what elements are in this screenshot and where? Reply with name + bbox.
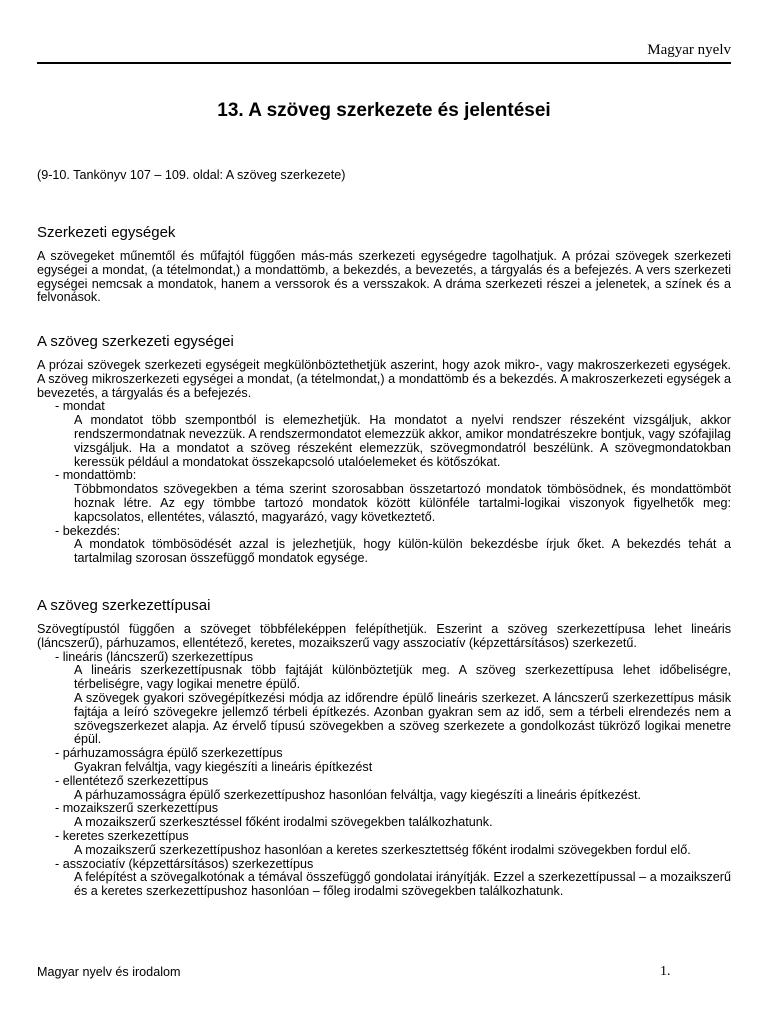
list-item-label: - bekezdés: (55, 523, 121, 538)
list-item-label: - mondat (55, 399, 105, 414)
section-1-paragraph: A szövegeket műnemtől és műfajtól függően más-más szerkezeti egységedre tagolhatjuk. A prózai szövegek szerkezeti egységei a mondat, (a tételmondat,) a mondattömb, a bekezdés, a bevezetés, a tárgyalás és a befejezés. A vers szerkezeti egységei nemcsak a mondatok, hanem a verssorok és a versszakok. A dráma szerkezeti részei a jelenetek, a színek és a felvonások. (37, 249, 731, 305)
list-item-text: A mozaikszerű szerkezettípushoz hasonlóan a keretes szerkesztettség főként irodalmi szövegekben fordul elő. (74, 842, 691, 857)
list-item-text: A mozaikszerű szerkesztéssel főként irodalmi szövegekben találkozhatunk. (74, 815, 493, 830)
list-item-label: - mozaikszerű szerkezettípus (55, 801, 219, 816)
list-item-label: - lineáris (láncszerű) szerkezettípus (55, 649, 254, 664)
section-2-paragraph: A prózai szövegek szerkezeti egységeit megkülönböztethetjük aszerint, hogy azok mikro-, vagy makroszerkezeti egységek. A szöveg mikroszerkezeti egységei a mondat, (a tételmondat,) a mondattömb és a bekezdés. A makroszerkezeti egységek a bevezetés, a tárgyalás és a befejezés. (37, 358, 731, 400)
list-item-text: Gyakran felváltja, vagy kiegészíti a lineáris építkezést (74, 759, 373, 774)
section-heading-2: A szöveg szerkezeti egységei (37, 333, 234, 350)
section-3-paragraph: Szövegtípustól függően a szöveget többféleképpen felépíthetjük. Eszerint a szöveg szerkezettípusa lehet lineáris (láncszerű), párhuzamos, ellentétező, keretes, mozaikszerű vagy asszociatív (képzettársításos) szerkezetű. (37, 622, 731, 650)
list-item-text: A lineáris szerkezettípusnak több fajtáját különböztetjük meg. A szöveg szerkezettípusa lehet időbeliségre, térbeliségre, vagy logikai menetre épülő. (74, 663, 731, 692)
page-number: 1. (660, 964, 671, 979)
document-title: 13. A szöveg szerkezete és jelentései (217, 100, 551, 121)
list-item-text: A mondatok tömbösödését azzal is jelezhetjük, hogy külön-külön bekezdésbe írjuk őket. A bekezdés tehát a tartalmilag szorosan összefüggő mondatok egysége. (74, 537, 731, 566)
list-item-text: A felépítést a szövegalkotónak a témával összefüggő gondolatai irányítják. Ezzel a szerkezettípussal – a mozaikszerű és a keretes szerkezettípushoz hasonlóan – főleg irodalmi szövegekben találkozhatunk. (74, 870, 731, 899)
list-item-text: A mondatot több szempontból is elemezhetjük. Ha mondatot a nyelvi rendszer részeként vizsgáljuk, akkor rendszermondatnak nevezzük. A rendszermondatot elemezzük akkor, amikor mondatrészekre bontjuk, vagy szófajilag vizsgáljuk. Ha a mondatot a szöveg részeként elemezzük, szövegmondatról beszélünk. A szövegmondatokban keressük például a mondatokat összekapcsoló utalóelemeket és kötőszókat. (74, 413, 731, 469)
list-item-text: A szövegek gyakori szövegépítkezési módja az időrendre épülő lineáris szerkezet. A láncszerű szerkezettípus másik fajtája a leíró szövegekre jellemző térbeli építkezés. Azonban gyakran sem az idő, sem a térbeli elrendezés nem a szövegszerkezet alapja. Az érvelő típusú szövegekben a szöveg szerkezete a gondolkozást tükröző logikai menetre épül. (74, 690, 731, 747)
section-heading-3: A szöveg szerkezettípusai (37, 597, 211, 614)
list-item-label: - mondattömb: (55, 468, 137, 483)
section-heading-1: Szerkezeti egységek (37, 224, 176, 241)
section-3-body (37, 623, 731, 899)
footer-text: Magyar nyelv és irodalom (37, 965, 181, 979)
header-title: Magyar nyelv (647, 42, 731, 58)
list-item-label: - párhuzamosságra épülő szerkezettípus (55, 746, 283, 761)
list-item-label: - asszociatív (képzettársításos) szerkezettípus (55, 856, 314, 871)
list-item-text: Többmondatos szövegekben a téma szerint szorosabban összetartozó mondatok tömbösödnek, és mondattömböt hoznak létre. Az egy tömbbe tartozó mondatok között különféle tartalmi-logikai viszonyok figyelhetők meg: kapcsolatos, ellentétes, választó, magyarázó, vagy következtető. (74, 482, 731, 524)
section-2-body (37, 359, 731, 566)
list-item-label: - ellentétező szerkezettípus (55, 773, 209, 788)
list-item-label: - keretes szerkezettípus (55, 828, 189, 843)
reference-note: (9-10. Tankönyv 107 – 109. oldal: A szöveg szerkezete) (37, 168, 346, 182)
page-header (37, 36, 731, 64)
list-item-text: A párhuzamosságra épülő szerkezettípushoz hasonlóan felváltja, vagy kiegészíti a lineáris építkezést. (74, 787, 642, 802)
